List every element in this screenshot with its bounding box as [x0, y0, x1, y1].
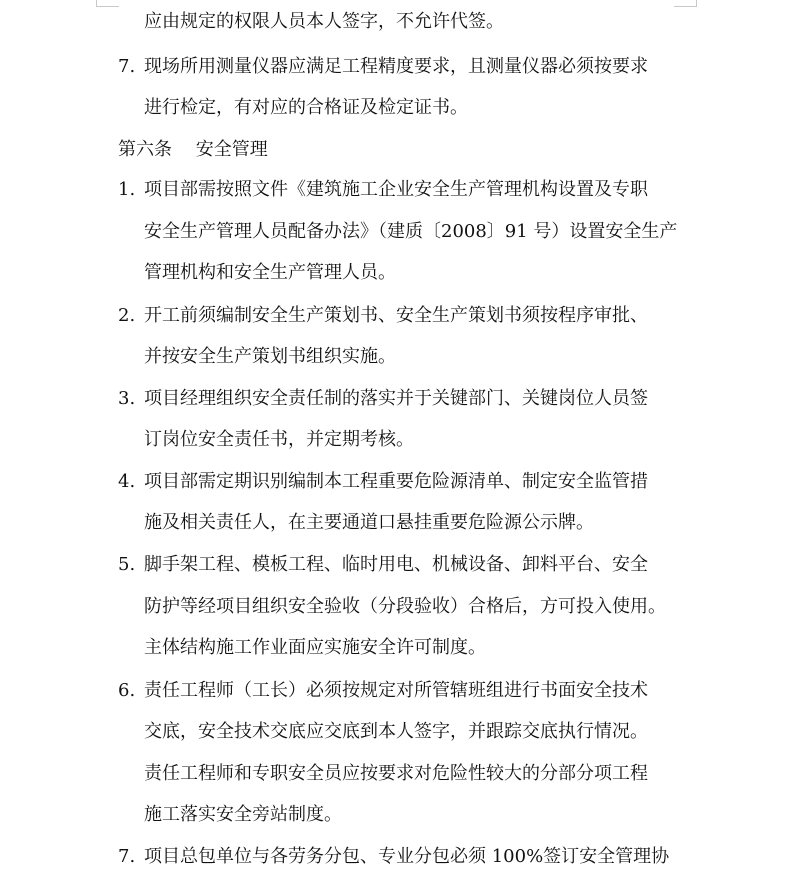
- list-item-number: 7.: [118, 56, 136, 77]
- list-item-number: 4.: [118, 471, 136, 492]
- list-item-number: 1.: [118, 179, 136, 200]
- list-item-text: 施及相关责任人，在主要通道口悬挂重要危险源公示牌。: [144, 512, 594, 533]
- list-item-text: 进行检定，有对应的合格证及检定证书。: [144, 97, 468, 118]
- list-item-text: 项目部需按照文件《建筑施工企业安全生产管理机构设置及专职: [144, 179, 648, 200]
- page-corner-mark-right: [674, 0, 697, 7]
- page-corner-mark-left: [96, 0, 119, 7]
- list-item-number: 6.: [118, 680, 136, 701]
- list-item-text: 脚手架工程、模板工程、临时用电、机械设备、卸料平台、安全: [144, 554, 648, 575]
- list-item-text: 项目总包单位与各劳务分包、专业分包必须 100%签订安全管理协: [144, 846, 670, 867]
- list-item-number: 7.: [118, 846, 136, 867]
- list-item-text: 施工落实安全旁站制度。: [144, 804, 342, 825]
- list-item-text: 管理机构和安全生产管理人员。: [144, 262, 396, 283]
- list-item-number: 3.: [118, 388, 136, 409]
- list-item-text: 交底，安全技术交底应交底到本人签字，并跟踪交底执行情况。: [144, 721, 648, 742]
- section-heading-text: 第六条 安全管理: [118, 139, 268, 160]
- list-item-text: 项目部需定期识别编制本工程重要危险源清单、制定安全监管措: [144, 471, 648, 492]
- list-item-number: 2.: [118, 305, 136, 326]
- list-item-text: 现场所用测量仪器应满足工程精度要求，且测量仪器必须按要求: [144, 56, 648, 77]
- list-item-text: 订岗位安全责任书，并定期考核。: [144, 429, 414, 450]
- paragraph-text: 应由规定的权限人员本人签字，不允许代签。: [144, 11, 504, 32]
- list-item-text: 责任工程师和专职安全员应按要求对危险性较大的分部分项工程: [144, 763, 648, 784]
- list-item-text: 防护等经项目组织安全验收（分段验收）合格后，方可投入使用。: [144, 596, 666, 617]
- list-item-text: 开工前须编制安全生产策划书、安全生产策划书须按程序审批、: [144, 305, 648, 326]
- list-item-text: 项目经理组织安全责任制的落实并于关键部门、关键岗位人员签: [144, 388, 648, 409]
- list-item-number: 5.: [118, 554, 136, 575]
- list-item-text: 主体结构施工作业面应实施安全许可制度。: [144, 637, 486, 658]
- list-item-text: 并按安全生产策划书组织实施。: [144, 346, 396, 367]
- list-item-text: 责任工程师（工长）必须按规定对所管辖班组进行书面安全技术: [144, 680, 648, 701]
- list-item-text: 安全生产管理人员配备办法》（建质〔2008〕91 号）设置安全生产: [144, 221, 678, 242]
